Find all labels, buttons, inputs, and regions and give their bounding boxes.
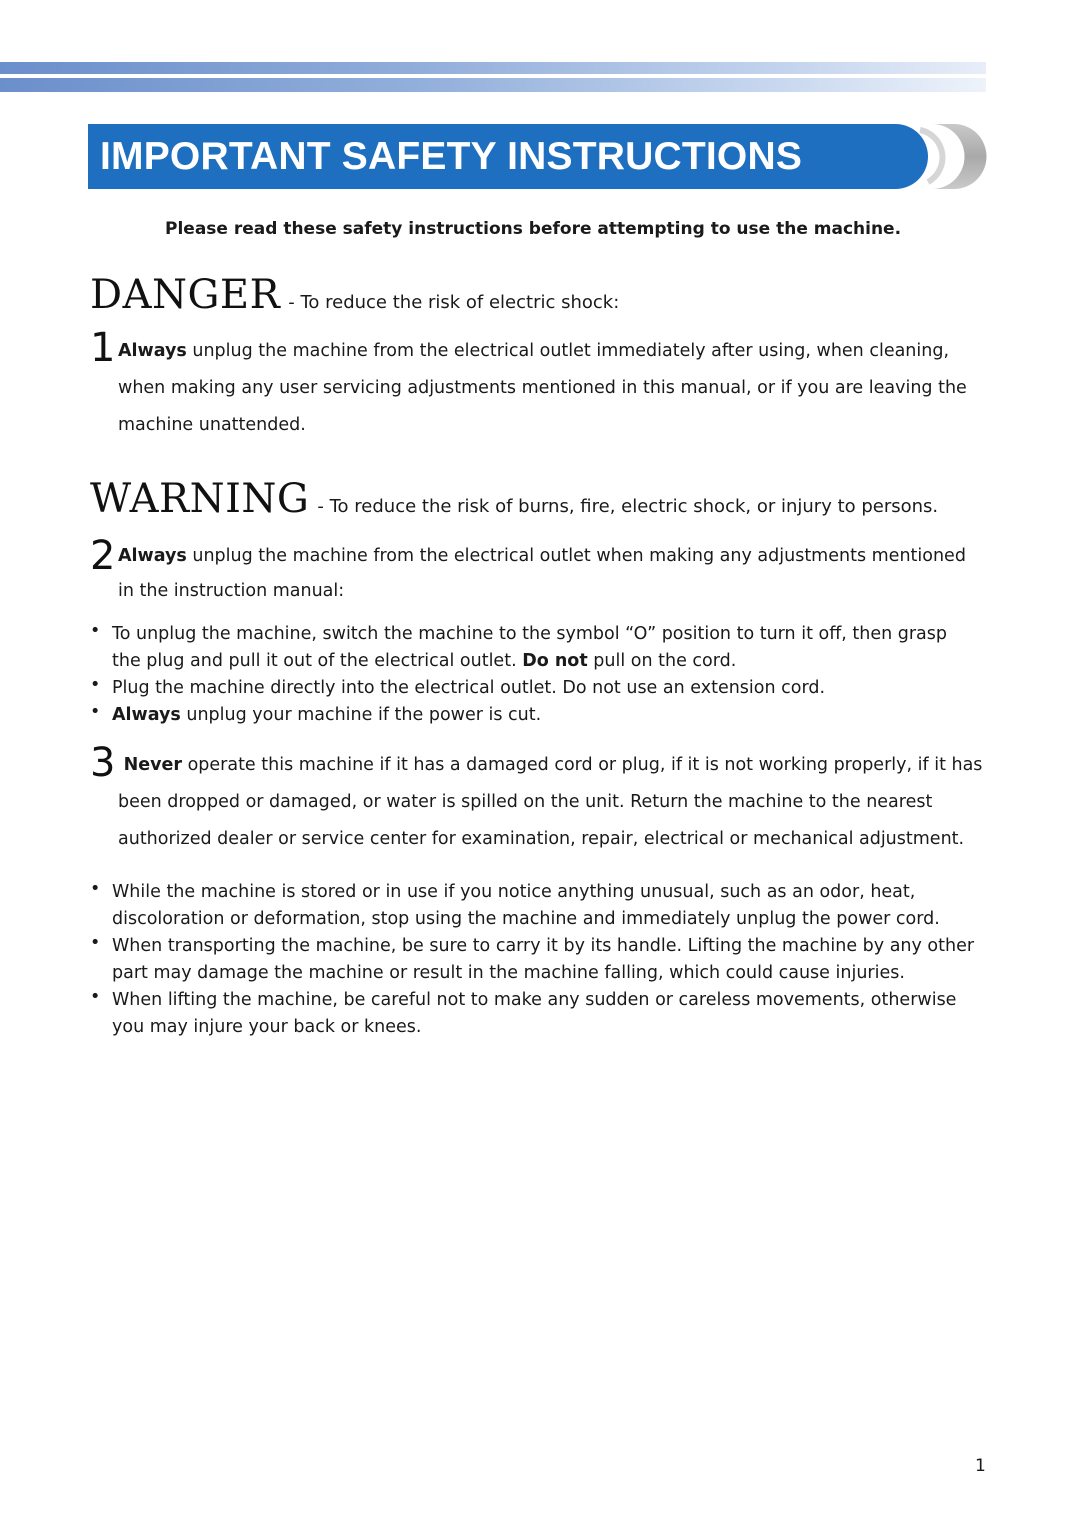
list-item	[90, 879, 990, 933]
item-line: been dropped or damaged, or water is spilled on the unit. Return the machine to the nearest	[118, 792, 933, 812]
bullet-line: the plug and pull it out of the electrical outlet.	[112, 651, 523, 671]
bullet-icon: •	[90, 987, 101, 1007]
bullet-bold: Do not	[522, 651, 588, 671]
header-band	[0, 62, 986, 92]
safety-item-2	[90, 533, 990, 616]
bullet-line: Plug the machine directly into the electrical outlet. Do not use an extension cord.	[112, 678, 826, 698]
bullet-icon: •	[90, 675, 101, 695]
item-text	[118, 747, 982, 858]
title-bar	[88, 124, 928, 189]
item-number: 3	[90, 740, 116, 786]
warning-subtitle: - To reduce the risk of burns, fire, electric shock, or injury to persons.	[317, 496, 939, 517]
item-lead: Never	[123, 755, 182, 775]
item-text	[118, 539, 966, 609]
item-text	[118, 333, 967, 444]
bullet-list-item-2	[90, 621, 990, 729]
intro-text: Please read these safety instructions before attempting to use the machine.	[165, 219, 902, 239]
safety-item-3	[90, 740, 990, 863]
warning-word: WARNING	[90, 476, 310, 522]
item-line: when making any user servicing adjustments mentioned in this manual, or if you are leaving the	[118, 378, 967, 398]
bullet-icon: •	[90, 702, 101, 722]
title-decoration-icon	[918, 124, 988, 189]
bullet-line: you may injure your back or knees.	[112, 1017, 422, 1037]
bullet-icon: •	[90, 933, 101, 953]
header-band-stripe-bottom	[0, 78, 986, 92]
bullet-icon: •	[90, 621, 101, 641]
list-item	[90, 933, 990, 987]
danger-word: DANGER	[90, 272, 281, 318]
item-line: authorized dealer or service center for examination, repair, electrical or mechanical adjustment.	[118, 829, 965, 849]
item-line: unplug the machine from the electrical outlet when making any adjustments mentioned	[186, 546, 966, 566]
bullet-line: discoloration or deformation, stop using the machine and immediately unplug the power cord.	[112, 909, 940, 929]
header-band-stripe-top	[0, 62, 986, 74]
bullet-line: pull on the cord.	[587, 651, 737, 671]
bullet-bold: Always	[112, 705, 181, 725]
bullet-line: part may damage the machine or result in the machine falling, which could cause injuries.	[112, 963, 905, 983]
list-item	[90, 675, 990, 702]
page-number: 1	[975, 1456, 986, 1476]
bullet-list-item-3	[90, 879, 990, 1041]
item-line: in the instruction manual:	[118, 581, 345, 601]
bullet-icon: •	[90, 879, 101, 899]
danger-heading	[90, 272, 619, 318]
item-line: machine unattended.	[118, 415, 306, 435]
list-item	[90, 702, 990, 729]
safety-item-1	[90, 325, 990, 448]
bullet-line: When transporting the machine, be sure to carry it by its handle. Lifting the machine by any other	[112, 936, 975, 956]
bullet-line: While the machine is stored or in use if you notice anything unusual, such as an odor, heat,	[112, 882, 916, 902]
item-lead: Always	[118, 546, 187, 566]
bullet-line: When lifting the machine, be careful not to make any sudden or careless movements, otherwise	[112, 990, 957, 1010]
warning-heading	[90, 476, 938, 522]
item-number: 2	[90, 533, 116, 579]
item-line: operate this machine if it has a damaged cord or plug, if it is not working properly, if it has	[182, 755, 983, 775]
bullet-line: unplug your machine if the power is cut.	[180, 705, 542, 725]
item-number: 1	[90, 325, 116, 371]
page-title: IMPORTANT SAFETY INSTRUCTIONS	[100, 135, 803, 178]
item-lead: Always	[118, 341, 187, 361]
item-line: unplug the machine from the electrical outlet immediately after using, when cleaning,	[186, 341, 950, 361]
list-item	[90, 987, 990, 1041]
list-item	[90, 621, 990, 675]
bullet-line: To unplug the machine, switch the machine to the symbol “O” position to turn it off, then grasp	[112, 624, 948, 644]
danger-subtitle: - To reduce the risk of electric shock:	[288, 292, 620, 313]
